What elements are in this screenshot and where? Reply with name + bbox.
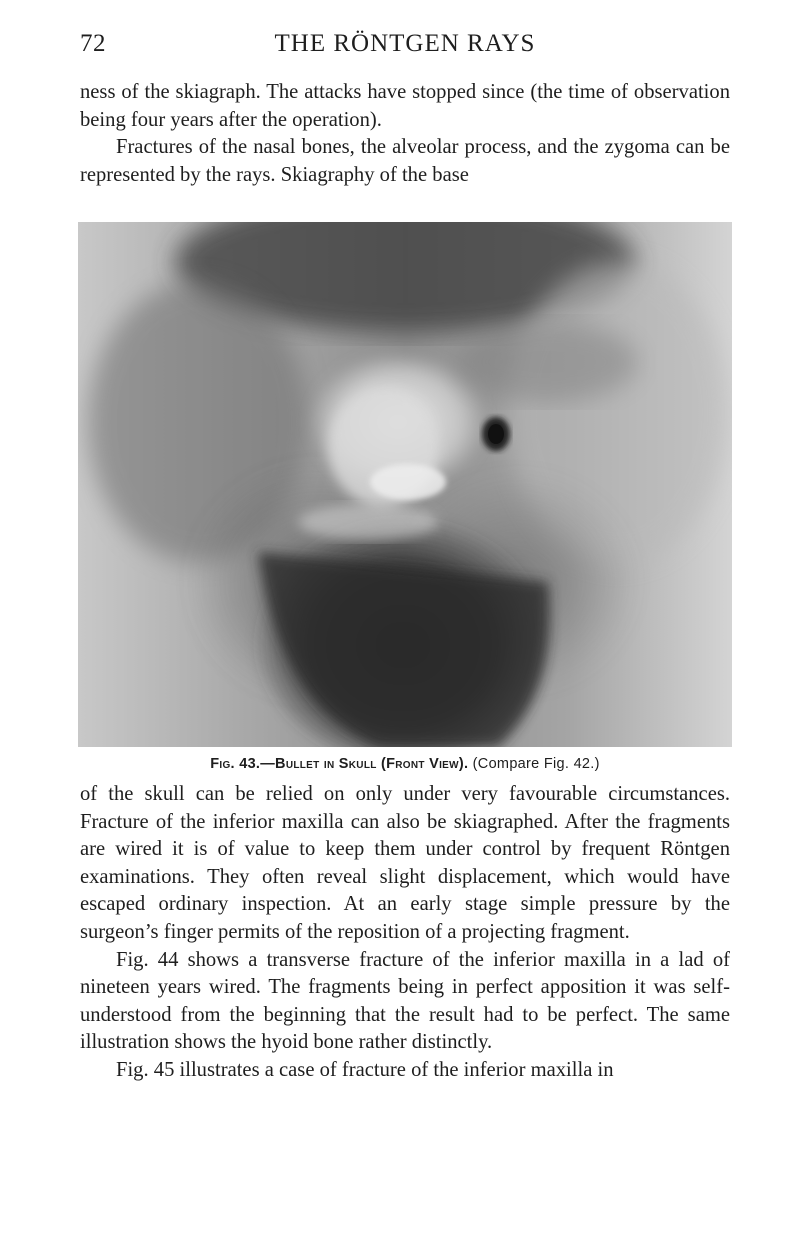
paragraph: ness of the skiagraph. The attacks have stopped since (the time of observation being four years after the operation). <box>80 81 730 131</box>
running-title: THE RÖNTGEN RAYS <box>274 30 536 57</box>
body-text-top <box>80 79 730 189</box>
paragraph: of the skull can be relied on only under very favourable circumstances. Fracture of the inferior maxilla can also be skiagraphed. After the fragments are wired it is of value to keep them under control by frequent Röntgen examinations. They often reveal slight displacement, which would have escaped ordinary inspection. At an early stage simple pressure by the surgeon’s finger permits of the reposition of a projecting fragment. <box>80 783 730 943</box>
paragraph: Fig. 45 illustrates a case of fracture of the inferior maxilla in <box>116 1058 614 1081</box>
paragraph: Fractures of the nasal bones, the alveolar process, and the zygoma can be represented by the rays. Skiagraphy of the base <box>80 136 730 186</box>
skiagraph-figure <box>78 222 732 747</box>
running-head <box>80 30 730 64</box>
caption-note: (Compare Fig. 42.) <box>472 756 600 772</box>
body-text-bottom <box>80 781 730 1085</box>
page-number: 72 <box>80 30 106 57</box>
skull-xray-image <box>78 222 732 747</box>
caption-label: Fig. 43.—Bullet in Skull (Front View). <box>210 756 469 772</box>
figure-caption <box>80 756 730 772</box>
paragraph: Fig. 44 shows a transverse fracture of the inferior maxilla in a lad of nineteen years wired. The fragments being in perfect apposition it was self-understood from the beginning that the result had to be perfect. The same illustration shows the hyoid bone rather distinctly. <box>80 948 730 1054</box>
